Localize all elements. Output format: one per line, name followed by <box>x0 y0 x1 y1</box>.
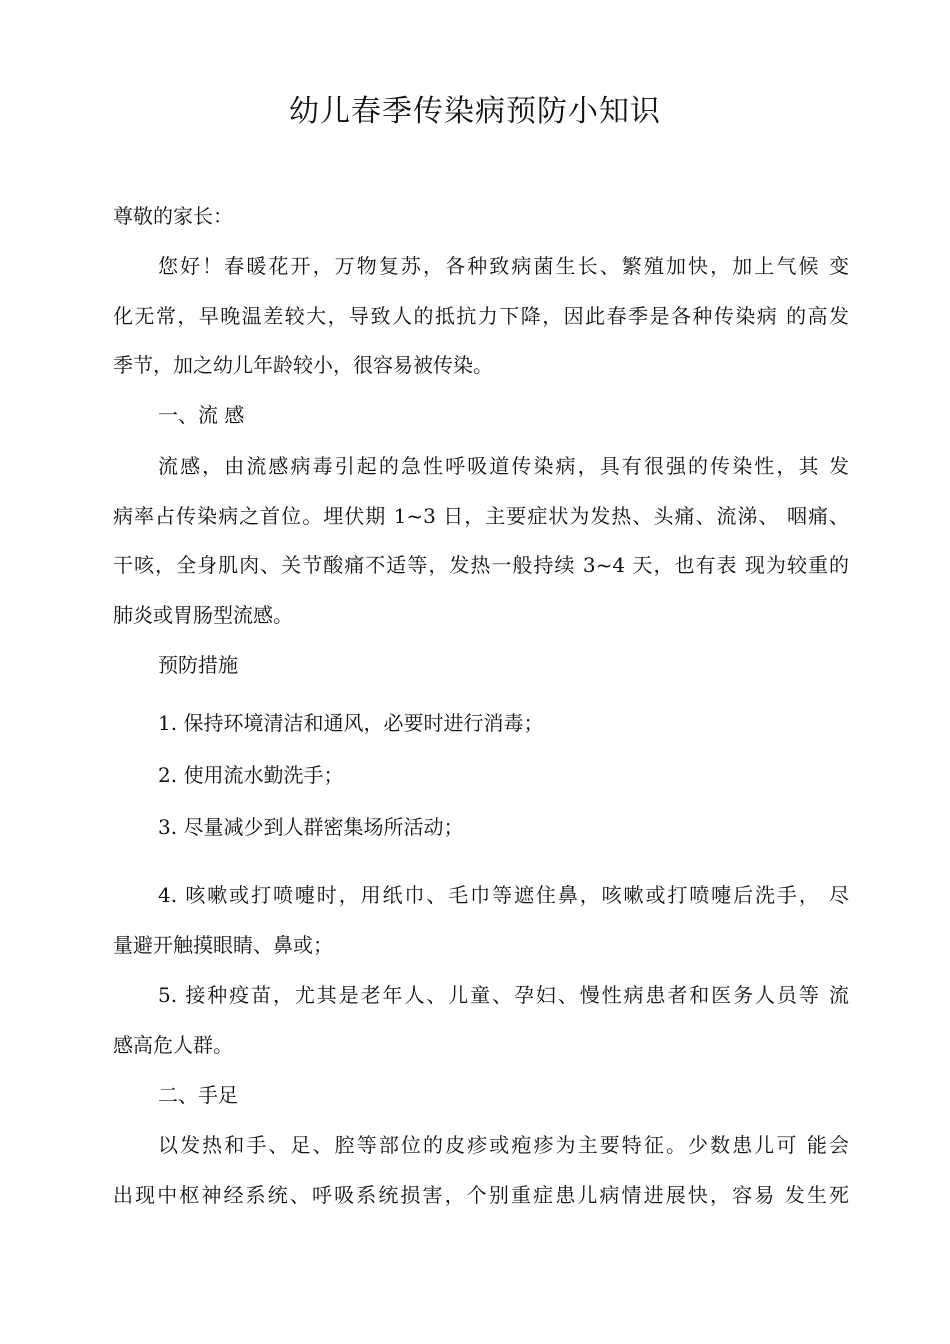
measure-1: 1. 保持环境清洁和通风，必要时进行消毒； <box>158 711 544 735</box>
measure-4-line-1: 4. 咳嗽或打喷嚏时，用纸巾、毛巾等遮住鼻，咳嗽或打喷嚏后洗手， 尽 <box>158 883 849 907</box>
document-title: 幼儿春季传染病预防小知识 <box>289 94 661 129</box>
measure-3: 3. 尽量减少到人群密集场所活动； <box>158 815 464 839</box>
flu-body-line-2: 病率占传染病之首位。埋伏期 1~3 日，主要症状为发热、头痛、流涕、 咽痛、 <box>113 504 849 528</box>
measure-2: 2. 使用流水勤洗手； <box>158 763 344 787</box>
hand-foot-body-line-1: 以发热和手、足、腔等部位的皮疹或疱疹为主要特征。少数患儿可 能会 <box>158 1133 849 1157</box>
measure-5-line-2: 感高危人群。 <box>113 1033 233 1057</box>
greeting: 尊敬的家长： <box>113 204 233 228</box>
section-heading-flu: 一、流 感 <box>158 403 245 427</box>
measure-5-line-1: 5. 接种疫苗，尤其是老年人、儿童、孕妇、慢性病患者和医务人员等 流 <box>158 983 849 1007</box>
flu-body-line-4: 肺炎或胃肠型流感。 <box>113 603 293 627</box>
intro-line-3: 季节，加之幼儿年龄较小，很容易被传染。 <box>113 353 493 377</box>
prevention-heading: 预防措施 <box>158 653 238 677</box>
flu-body-line-1: 流感，由流感病毒引起的急性呼吸道传染病，具有很强的传染性，其 发 <box>158 454 849 478</box>
intro-line-2: 化无常，早晚温差较大，导致人的抵抗力下降，因此春季是各种传染病 的高发 <box>113 304 849 328</box>
intro-line-1: 您好！春暖花开，万物复苏，各种致病菌生长、繁殖加快，加上气候 变 <box>158 254 849 278</box>
section-heading-hand-foot: 二、手足 <box>158 1083 238 1107</box>
flu-body-line-3: 干咳，全身肌肉、关节酸痛不适等，发热一般持续 3~4 天，也有表 现为较重的 <box>113 553 849 577</box>
measure-4-line-2: 量避开触摸眼睛、鼻或； <box>113 933 333 957</box>
hand-foot-body-line-2: 出现中枢神经系统、呼吸系统损害，个别重症患儿病情进展快，容易 发生死 <box>113 1183 849 1207</box>
